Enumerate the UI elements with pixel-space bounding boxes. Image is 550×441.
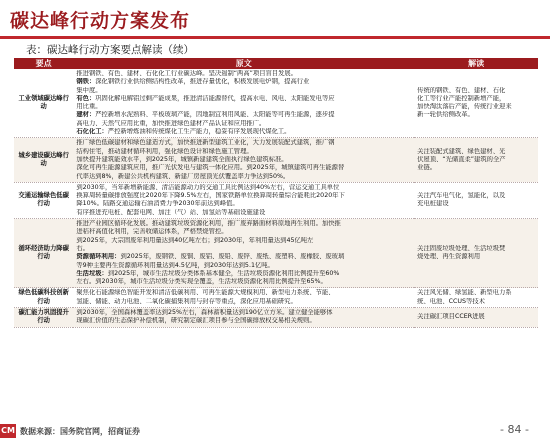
note-line: 充电桩建设: [417, 200, 449, 208]
note-line: 关注装配式建筑、绿色建材、光: [417, 147, 506, 155]
line-text: 深化钢铁行业供给侧结构性改革，推进存量优化，积极发展电炉钢，提高行业: [95, 78, 310, 86]
table-row: [14, 288, 538, 308]
text-line: [76, 289, 411, 297]
text-line: [76, 209, 411, 217]
row-key: 工业领域碳达峰行动: [14, 69, 73, 138]
header-original-text: 原文: [73, 58, 414, 69]
table-row: [14, 308, 538, 328]
row-key: 循环经济助力降碳行动: [14, 219, 73, 288]
table-body: [14, 69, 538, 327]
header-interpretation: 解读: [414, 58, 538, 69]
line-text: 左右。到2030年，城市生活垃圾分类实现全覆盖，生活垃圾资源化利用比例提升至65%。: [76, 278, 327, 286]
line-text: 深化可再生能源建筑应用，推广光伏发电与建筑一体化应用。到2025年，城镇建筑可再生能源替: [76, 164, 345, 172]
text-line: [76, 262, 411, 270]
line-text: 有序推进充电桩、配套电网、加注（气）站、加氢站等基础设施建设: [76, 208, 266, 216]
row-key: 城乡建设碳达峰行动: [14, 138, 73, 182]
text-line: [76, 309, 411, 317]
line-text: 降10%。陆路交通运输石油消费力争2030年前达到峰值。: [76, 200, 239, 208]
text-line: [76, 184, 411, 192]
text-line: [76, 317, 411, 325]
text-line: [76, 278, 411, 286]
page-number: - 84 -: [500, 423, 529, 436]
line-text: 到2025年，大宗固废年利用量达到40亿吨左右；到2030年，年利用量达到45亿吨左: [76, 236, 314, 244]
line-label: 石化化工：: [76, 128, 108, 136]
line-text: 严控新增炼油和传统煤化工生产能力，稳妥有序发展现代煤化工。: [107, 128, 291, 136]
row-interpretation: [414, 219, 538, 288]
line-text: 氢能、储能、动力电池、二氧化碳捕集利用与封存等重点，深化应用基础研究。: [76, 297, 297, 305]
action-plan-table: [14, 58, 538, 328]
note-line: 烧处理、再生资源利用: [417, 253, 481, 261]
line-text: 高电力、天然气应用比重，加快推进绿色建材产品认证和应用推广。: [76, 119, 266, 127]
row-key: 绿色低碳科技创新行动: [14, 288, 73, 308]
line-text: 到2025年，废钢铁、废铜、废铝、废铅、废锌、废纸、废塑料、废橡胶、废玻璃: [120, 253, 345, 261]
note-line: 关注碳汇项目CCER进展: [417, 313, 485, 321]
line-text: 用比重。: [76, 103, 102, 111]
line-label: 钢铁：: [76, 78, 96, 86]
note-line: 传统的钢铁、有色、建材、石化: [417, 86, 506, 94]
table-caption: 表：碳达峰行动方案要点解读（续）: [26, 44, 194, 56]
text-line: [76, 237, 411, 245]
table-row: [14, 69, 538, 138]
note-line: 业链。: [417, 164, 437, 172]
note-line: 伏屋顶、“光储直柔”建筑的全产: [417, 155, 506, 163]
note-line: 统、电池、CCUS等技术: [417, 297, 485, 305]
row-original-text: [73, 182, 414, 218]
text-line: [76, 87, 411, 95]
text-line: [76, 156, 411, 164]
line-text: 推进钢铁、有色、建材、石化化工行业碳达峰。坚决遏制“两高”项目盲目发展。: [76, 70, 297, 77]
text-line: [76, 103, 411, 111]
text-line: [76, 245, 411, 253]
line-label: 资源循环利用：: [76, 253, 121, 261]
note-line: 关注固废垃圾处理、生活垃圾焚: [417, 244, 506, 252]
text-line: [76, 228, 411, 236]
row-original-text: [73, 69, 414, 138]
text-line: [76, 139, 411, 147]
page-title: 碳达峰行动方案发布: [10, 10, 191, 32]
line-text: 右。: [76, 244, 89, 252]
line-text: 加快提升建筑能效水平，到2025年，城镇新建建筑全面执行绿色建筑标准。: [76, 155, 288, 163]
row-interpretation: [414, 69, 538, 138]
line-text: 集中度。: [76, 86, 102, 94]
text-line: [76, 270, 411, 278]
row-interpretation: [414, 138, 538, 182]
note-line: 关注汽车电气化，氢能化，以及: [417, 192, 506, 200]
source-note: 数据来源：国务院官网，招商证券: [20, 427, 140, 436]
text-line: [76, 200, 411, 208]
row-interpretation: [414, 308, 538, 328]
text-line: [76, 78, 411, 86]
note-line: 加快淘汰落后产能，传统行业迎来: [417, 103, 512, 111]
text-line: [76, 192, 411, 200]
text-line: [76, 220, 411, 228]
text-line: [76, 173, 411, 181]
line-text: 到2025年，城市生活垃圾分类体系基本健全，生活垃圾资源化利用比例提升至60%: [107, 269, 340, 277]
line-text: 聚焦化石能源绿色智能开发和清洁低碳利用、可再生能源大规模利用、新型电力系统、节能、: [76, 289, 335, 297]
table-row: [14, 219, 538, 288]
row-original-text: [73, 138, 414, 182]
note-line: 化工等行业产能控制新增产能，: [417, 94, 506, 102]
line-text: 等9种主要再生资源循环利用量达到4.5亿吨，到2030年达到5.1亿吨。: [76, 261, 274, 269]
note-line: 新一轮供给侧改革。: [417, 111, 474, 119]
row-original-text: [73, 219, 414, 288]
line-label: 建材：: [76, 111, 96, 119]
line-text: 进秸秆高值化利用，完善收储运体系，严格禁烧管控。: [76, 228, 228, 236]
text-line: [76, 148, 411, 156]
note-line: 关注风光储、绿氢能、新型电力系: [417, 289, 512, 297]
line-label: 有色：: [76, 94, 96, 102]
line-text: 现碳汇价值的生态保护补偿机制，研究制定碳汇项目参与全国碳排放权交易相关规则。: [76, 317, 316, 325]
table-header-row: [14, 58, 538, 69]
footer-logo-mark: CM: [0, 424, 16, 438]
text-line: [76, 253, 411, 261]
line-text: 到2030年，当年新增新能源、清洁能源动力的交通工具比例达到40%左右，营运交通工具单位: [76, 183, 340, 191]
line-text: 严控新增水泥熟料、平板玻璃产能，因地制宜利用风能、太阳能等可再生能源，逐步提: [95, 111, 335, 119]
text-line: [76, 128, 411, 136]
text-line: [76, 95, 411, 103]
line-text: 代率达到8%，新建公共机构建筑、新建厂房屋顶光伏覆盖率力争达到50%。: [76, 172, 290, 180]
line-text: 结构住宅，推动建材循环利用，强化绿色设计和绿色施工管理。: [76, 147, 253, 155]
line-text: 推进产业园区循环化发展。推动建筑垃圾资源化利用，推广废弃路面材料原地再生利用。加快推: [76, 220, 341, 228]
text-line: [76, 164, 411, 172]
row-original-text: [73, 288, 414, 308]
row-interpretation: [414, 288, 538, 308]
row-interpretation: [414, 182, 538, 218]
line-text: 推广绿色低碳建材和绿色建造方式，加快推进新型建筑工业化，大力发展装配式建筑，推广钢: [76, 139, 335, 147]
table-row: [14, 182, 538, 218]
header-key: 要点: [14, 58, 73, 69]
text-line: [76, 111, 411, 119]
text-line: [76, 70, 411, 78]
row-key: 碳汇能力巩固提升行动: [14, 308, 73, 328]
line-text: 到2030年，全国森林覆盖率达到25%左右，森林蓄积量达到190亿立方米。建立健全能够体: [76, 309, 333, 317]
line-label: 生活垃圾：: [76, 269, 108, 277]
text-line: [76, 120, 411, 128]
text-line: [76, 298, 411, 306]
row-original-text: [73, 308, 414, 328]
table-row: [14, 138, 538, 182]
line-text: 巩固化解电解铝过剩产能成果，推进清洁能源替代，提高水电、风电、太阳能发电等应: [95, 94, 335, 102]
title-divider: [0, 36, 550, 39]
line-text: 换算周转量碳排放强度比2020年下降9.5%左右，国家铁路单位换算周转量综合能耗比2020年下: [76, 192, 345, 200]
row-key: 交通运输绿色低碳行动: [14, 182, 73, 218]
